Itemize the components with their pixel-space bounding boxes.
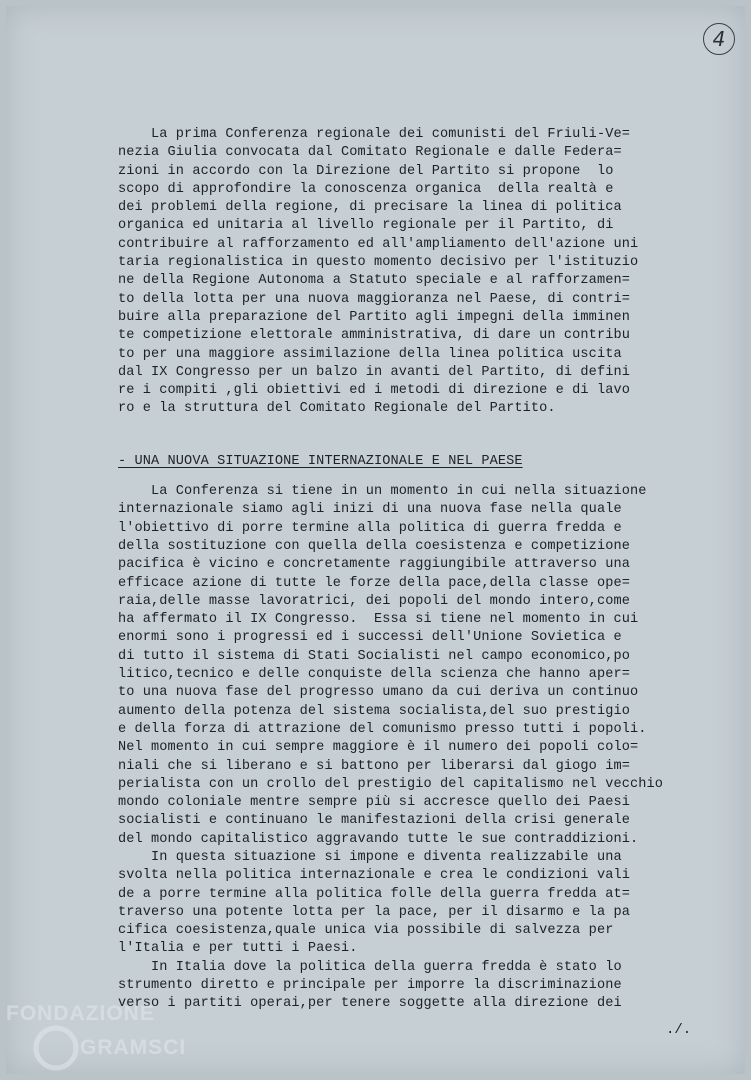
text-line: mondo coloniale mentre sempre più si accresce quello dei Paesi xyxy=(118,795,630,811)
text-line: internazionale siamo agli inizi di una nuova fase nella quale xyxy=(118,502,622,518)
text-line: re i compiti ,gli obiettivi ed i metodi di direzione e di lavo xyxy=(118,383,630,399)
text-line: litico,tecnico e delle conquiste della scienza che hanno aper= xyxy=(118,667,630,683)
text-line: te competizione elettorale amministrativa, di dare un contribu xyxy=(118,328,630,344)
text-line: niali che si liberano e si battono per liberarsi dal giogo im= xyxy=(118,758,630,774)
paragraph-2 xyxy=(118,483,738,849)
text-line: l'obiettivo di porre termine alla politica di guerra fredda e xyxy=(118,520,622,536)
text-line: to della lotta per una nuova maggioranza nel Paese, di contri= xyxy=(118,291,630,307)
text-line: contribuire al rafforzamento ed all'ampliamento dell'azione uni xyxy=(118,236,639,252)
text-line: to per una maggiore assimilazione della linea politica uscita xyxy=(118,346,622,362)
text-line: ro e la struttura del Comitato Regionale del Partito. xyxy=(118,401,556,417)
text-line: dei problemi della regione, di precisare la linea di politica xyxy=(118,200,622,216)
watermark-line1: FONDAZIONE xyxy=(6,1002,155,1025)
text-line: aumento della potenza del sistema socialista,del suo prestigio xyxy=(118,703,630,719)
watermark-line2: GRAMSCI xyxy=(80,1036,187,1059)
text-line: In questa situazione si impone e diventa realizzabile una xyxy=(118,849,622,865)
logo-circle-icon xyxy=(36,1028,76,1068)
text-line: ne della Regione Autonoma a Statuto speciale e al rafforzamen= xyxy=(118,273,630,289)
continuation-mark: ./. xyxy=(666,1022,692,1038)
text-line: organica ed unitaria al livello regionale per il Partito, di xyxy=(118,218,614,234)
text-line: della sostituzione con quella della coesistenza e competizione xyxy=(118,538,630,554)
paragraph-1 xyxy=(118,126,738,419)
text-line: del mondo capitalistico aggravando tutte le sue contraddizioni. xyxy=(118,831,639,847)
text-line: cifica coesistenza,quale unica via possibile di salvezza per xyxy=(118,923,614,939)
text-line: In Italia dove la politica della guerra fredda è stato lo xyxy=(118,959,622,975)
typewritten-body xyxy=(118,126,738,1014)
text-line: La prima Conferenza regionale dei comunisti del Friuli-Ve= xyxy=(118,127,630,142)
paragraph-3 xyxy=(118,849,738,959)
text-line: di tutto il sistema di Stati Socialisti nel campo economico,po xyxy=(118,648,630,664)
text-line: traverso una potente lotta per la pace, per il disarmo e la pa xyxy=(118,904,630,920)
text-line: ha affermato il IX Congresso. Essa si tiene nel momento in cui xyxy=(118,612,639,628)
text-line: enormi sono i progressi ed i successi dell'Unione Sovietica e xyxy=(118,630,622,646)
text-line: de a porre termine alla politica folle della guerra fredda at= xyxy=(118,886,630,902)
text-line: buire alla preparazione del Partito agli impegni della imminen xyxy=(118,309,630,325)
text-line: verso i partiti operai,per tenere soggette alla direzione dei xyxy=(118,996,622,1012)
text-line: socialisti e continuano le manifestazioni della crisi generale xyxy=(118,813,630,829)
document-page xyxy=(6,6,745,1074)
text-line: Nel momento in cui sempre maggiore è il numero dei popoli colo= xyxy=(118,740,639,756)
text-line: taria regionalistica in questo momento decisivo per l'istituzio xyxy=(118,255,639,271)
text-line: La Conferenza si tiene in un momento in cui nella situazione xyxy=(118,484,647,500)
fondazione-gramsci-logo xyxy=(4,998,214,1078)
text-line: raia,delle masse lavoratrici, dei popoli del mondo intero,come xyxy=(118,593,630,609)
text-line: efficace azione di tutte le forze della pace,della classe ope= xyxy=(118,575,630,591)
text-line: to una nuova fase del progresso umano da cui deriva un continuo xyxy=(118,685,639,701)
page-number-circle: 4 xyxy=(703,23,735,55)
section-heading: - UNA NUOVA SITUAZIONE INTERNAZIONALE E NEL PAESE xyxy=(118,453,523,469)
text-line: e della forza di attrazione del comunismo presso tutti i popoli. xyxy=(118,721,647,737)
text-line: zioni in accordo con la Direzione del Partito si propone lo xyxy=(118,163,614,179)
text-line: nezia Giulia convocata dal Comitato Regionale e dalle Federa= xyxy=(118,145,622,161)
text-line: strumento diretto e principale per imporre la discriminazione xyxy=(118,978,622,994)
text-line: dal IX Congresso per un balzo in avanti del Partito, di defini xyxy=(118,364,630,380)
text-line: perialista con un crollo del prestigio del capitalismo nel vecchio xyxy=(118,776,663,792)
text-line: pacifica è vicino e concretamente raggiungibile attraverso una xyxy=(118,557,630,573)
text-line: l'Italia e per tutti i Paesi. xyxy=(118,941,358,957)
text-line: scopo di approfondire la conoscenza organica della realtà e xyxy=(118,181,614,197)
text-line: svolta nella politica internazionale e crea le condizioni vali xyxy=(118,868,630,884)
